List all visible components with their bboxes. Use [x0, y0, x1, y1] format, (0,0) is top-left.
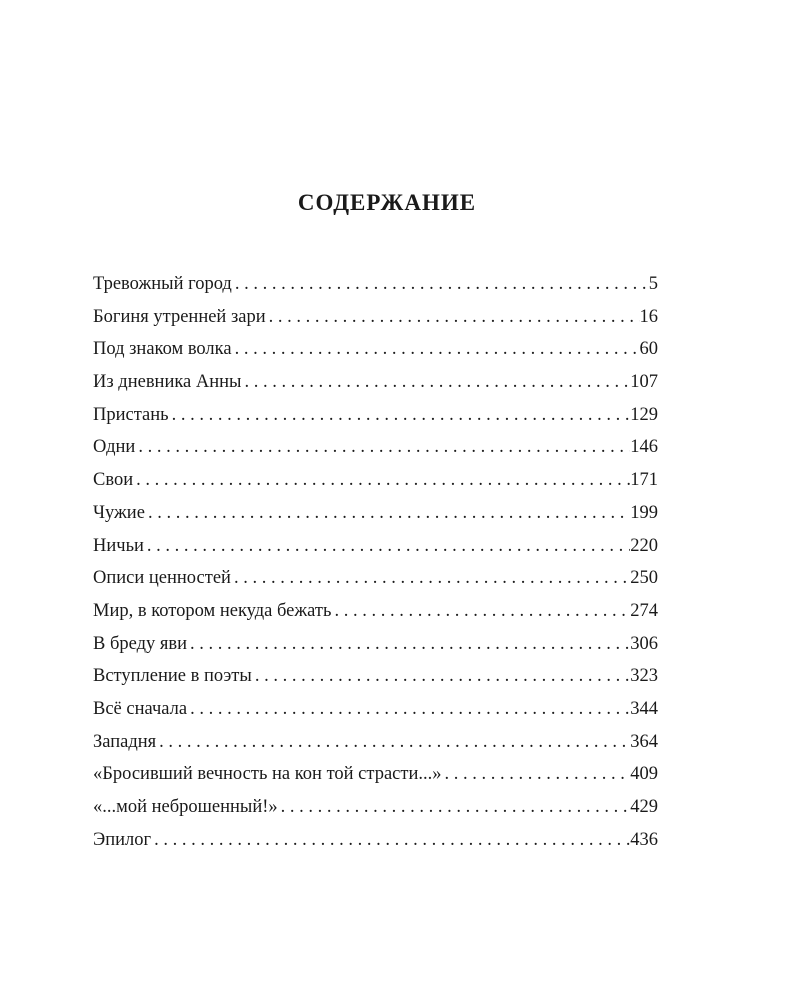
toc-dot-leader	[232, 333, 640, 366]
toc-entry	[93, 301, 658, 334]
toc-entry	[93, 595, 658, 628]
toc-entry-title: «Бросивший вечность на кон той страсти...»	[93, 764, 442, 785]
toc-entry	[93, 758, 658, 791]
toc-entry	[93, 791, 658, 824]
toc-dot-leader	[151, 824, 630, 857]
toc-entry-page: 429	[630, 797, 658, 817]
toc-entry-page: 146	[630, 437, 658, 458]
toc-dot-leader	[145, 497, 630, 530]
toc-entry-title: Из дневника Анны	[93, 372, 242, 393]
toc-dot-leader	[135, 431, 630, 464]
toc-dot-leader	[169, 399, 631, 432]
toc-dot-leader	[187, 628, 630, 661]
toc-entry	[93, 333, 658, 366]
toc-entry-title: Всё сначала	[93, 698, 188, 719]
toc-entry-page: 409	[630, 764, 658, 785]
toc-dot-leader	[144, 530, 630, 563]
toc-entry-title: Вступление в поэты	[93, 666, 252, 687]
toc-entry	[93, 562, 658, 595]
toc-entry-page: 60	[639, 339, 658, 360]
toc-entry-title: Богиня утренней зари	[93, 306, 266, 327]
toc-entry-title: Тревожный город	[93, 274, 232, 294]
toc-entry-page: 323	[630, 666, 658, 687]
toc-entry-page: 344	[630, 698, 658, 719]
toc-entry-page: 436	[630, 829, 658, 850]
toc-entry-page: 306	[630, 633, 658, 654]
toc-entry	[93, 530, 658, 563]
toc-dot-leader	[278, 791, 631, 824]
toc-dot-leader	[156, 726, 630, 759]
toc-dot-leader	[266, 301, 640, 334]
toc-dot-leader	[242, 366, 631, 399]
toc-entry	[93, 464, 658, 497]
toc-dot-leader	[231, 562, 630, 595]
toc-title: СОДЕРЖАНИЕ	[297, 190, 477, 215]
toc-entry-page: 250	[630, 568, 658, 589]
toc-entry-title: Пристань	[93, 404, 169, 425]
toc-entry-page: 5	[648, 274, 658, 294]
toc-entry-title: Ничьи	[93, 535, 144, 556]
toc-entry	[93, 628, 658, 661]
toc-entry-title: В бреду яви	[93, 633, 188, 654]
toc-entry	[93, 726, 658, 759]
toc-entry-page: 199	[630, 502, 658, 523]
toc-entry-title: Под знаком волка	[93, 339, 232, 360]
toc-dot-leader	[187, 693, 630, 726]
toc-entry-title: Чужие	[93, 502, 145, 523]
toc-dot-leader	[232, 268, 649, 301]
toc-entry-title: Свои	[93, 470, 134, 491]
toc-entry	[93, 660, 658, 693]
toc-dot-leader	[441, 758, 630, 791]
toc-entry-page: 171	[630, 470, 658, 491]
toc-entry-page: 129	[630, 404, 658, 425]
toc-entry	[93, 693, 658, 726]
toc-entry-page: 274	[630, 600, 658, 621]
toc-entry	[93, 431, 658, 464]
toc-entry-title: Описи ценностей	[93, 568, 231, 589]
toc-dot-leader	[331, 595, 630, 628]
toc-entry-title: Одни	[93, 437, 136, 458]
toc-entry-title: Эпилог	[93, 829, 152, 850]
toc-dot-leader	[252, 660, 630, 693]
toc-dot-leader	[133, 464, 630, 497]
toc-entry	[93, 824, 658, 857]
toc-entry	[93, 268, 658, 301]
toc-entry-page: 107	[630, 372, 658, 393]
toc-entry-page: 220	[630, 535, 658, 556]
toc-entry	[93, 497, 658, 530]
toc-list	[93, 268, 658, 856]
toc-entry	[93, 366, 658, 399]
toc-entry	[93, 399, 658, 432]
toc-entry-title: Мир, в котором некуда бежать	[93, 600, 332, 621]
toc-entry-page: 16	[639, 306, 658, 327]
toc-entry-title: «...мой неброшенный!»	[93, 797, 278, 817]
toc-entry-title: Западня	[93, 731, 157, 752]
toc-entry-page: 364	[630, 731, 658, 752]
